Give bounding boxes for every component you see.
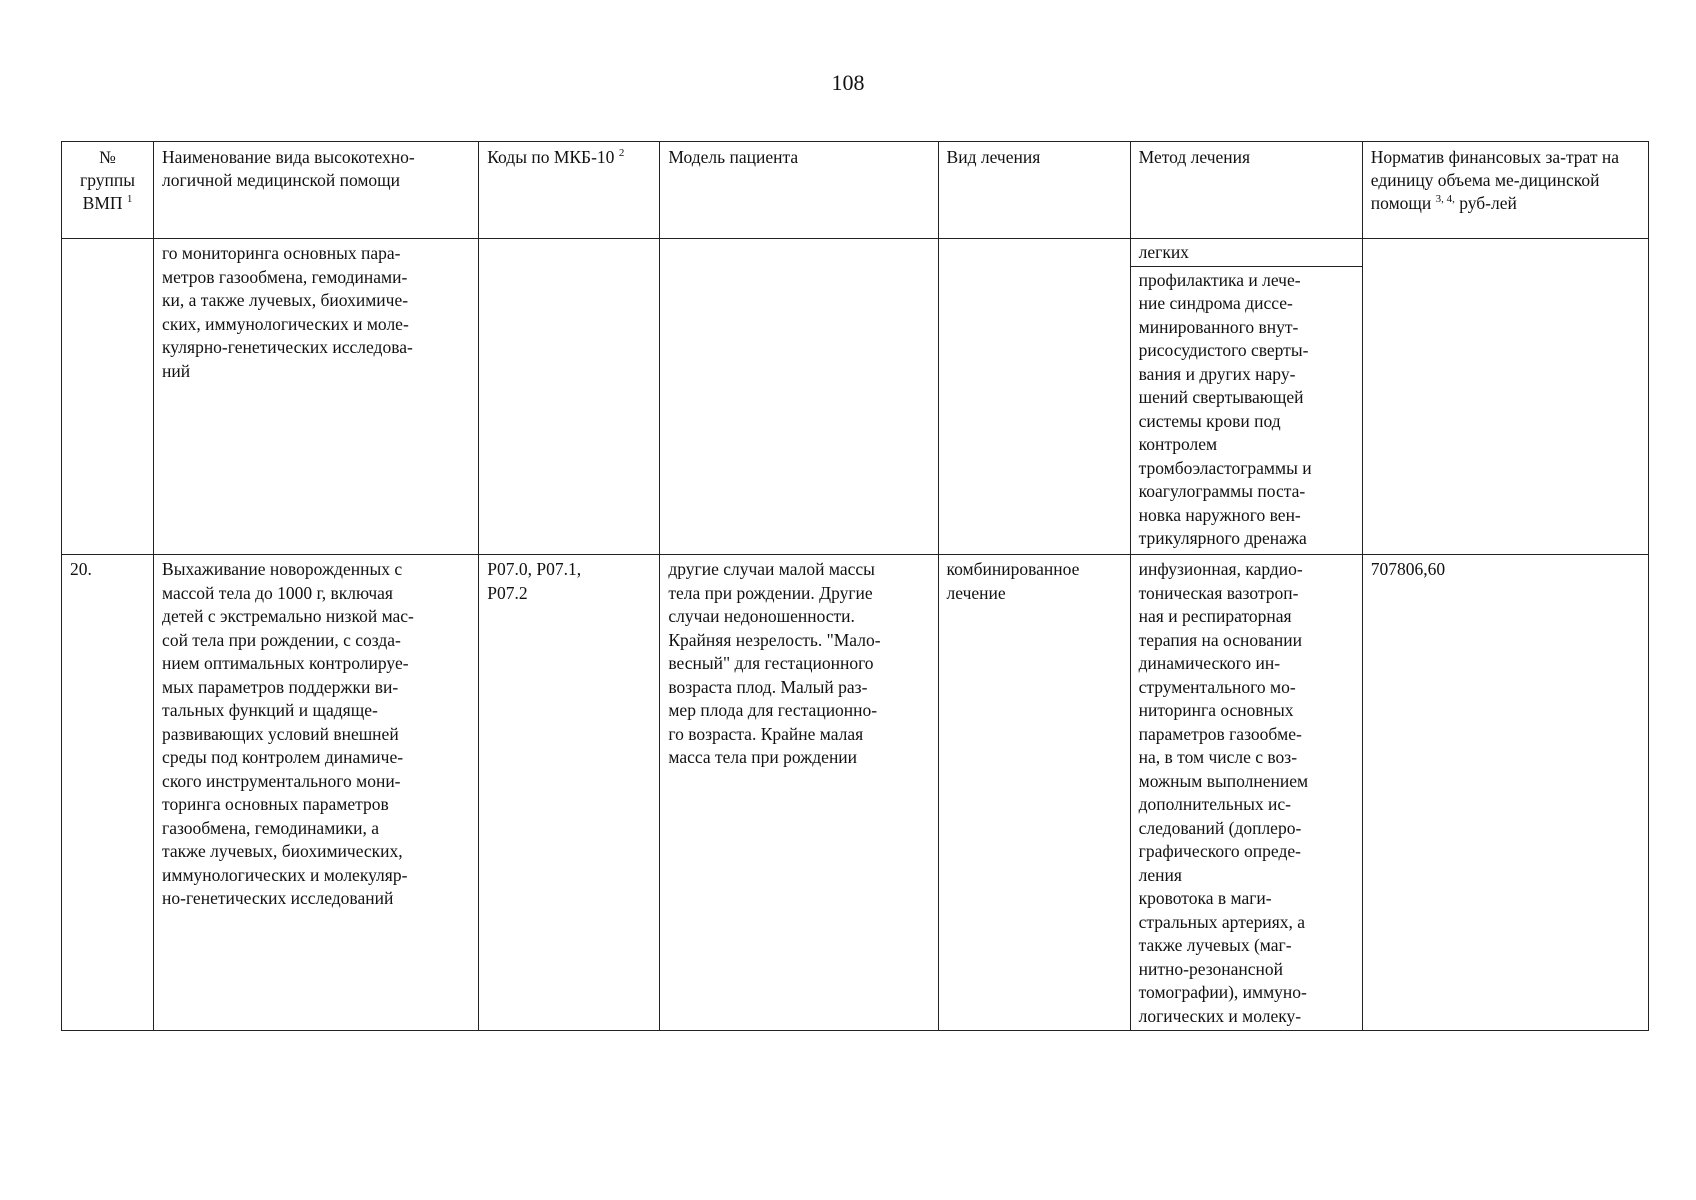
footnote-1: 1 [126,193,133,206]
header-care-type-name: Наименование вида высокотехно-логичной медицинской помощи [154,142,479,239]
cell-treatment-method [1130,239,1362,555]
cell-patient-model: другие случаи малой массы тела при рождении. Другие случаи недоношенности. Крайняя незрелость. "Мало- весный" для гестационного возраста плод. Малый раз- мер плода для гестационно- го возраста. Крайне малая масса тела при рождении [660,555,938,1031]
table-row [62,239,1649,555]
page-number: 108 [831,70,865,95]
cell-financial-norm [1362,239,1648,555]
table-row [62,555,1649,1031]
cell-financial-norm: 707806,60 [1362,555,1648,1031]
cell-icd-codes: P07.0, P07.1, P07.2 [479,555,660,1031]
header-patient-model: Модель пациента [660,142,938,239]
cell-icd-codes [479,239,660,555]
header-treatment-type: Вид лечения [938,142,1130,239]
header-treatment-method: Метод лечения [1130,142,1362,239]
cell-treatment-type: комбинированное лечение [938,555,1130,1031]
method-part-lungs: легких [1131,239,1362,267]
header-financial-norm-label: Норматив финансовых за-трат на единицу объема ме-дицинской помощи [1370,147,1620,213]
cell-treatment-method: инфузионная, кардио- тоническая вазотроп- ная и респираторная терапия на основании динамического ин- струментального мо- ниторинга основных параметров газообме- на, в том числе с воз- можным выполнением дополнительных ис- следований (доплеро- графического опреде- ления кровотока в маги- стральных артериях, а также лучевых (маг- нитно-резонансной томографии), иммуно- логических и молеку- [1130,555,1362,1031]
cell-treatment-type [938,239,1130,555]
cell-group-number: 20. [62,555,154,1031]
cell-group-number [62,239,154,555]
footnote-3-4: 3, 4, [1435,193,1455,206]
header-financial-norm-tail: руб-лей [1454,193,1517,213]
cell-patient-model [660,239,938,555]
cell-care-type-name: Выхаживание новорожденных с массой тела до 1000 г, включая детей с экстремально низкой мас- сой тела при рождении, с созда- нием оптимальных контролируе- мых параметров поддержки ви- тальных функций и щадяще- развивающих условий внешней среды под контролем динамиче- ского инструментального мони- торинга основных параметров газообмена, гемодинамики, а также лучевых, биохимических, иммунологических и молекуляр- но-генетических исследований [154,555,479,1031]
header-group-number [62,142,154,239]
header-group-number-label: № группы ВМП [80,147,135,213]
header-icd-codes-label: Коды по МКБ-10 [487,147,615,167]
header-financial-norm [1362,142,1648,239]
footnote-2: 2 [618,147,625,160]
header-icd-codes [479,142,660,239]
method-part-dic-prevention: профилактика и лече- ние синдрома диссе- минированного внут- рисосудистого сверты- вания и других нару- шений свертывающей системы крови под контролем тромбоэластограммы и коагулограммы поста- новка наружного вен- трикулярного дренажа [1138,269,1312,548]
cell-care-type-name: го мониторинга основных пара- метров газообмена, гемодинами- ки, а также лучевых, биохимиче- ских, иммунологических и моле- кулярно-генетических исследова- ний [154,239,479,555]
table-header-row [62,142,1649,239]
vmp-table [61,141,1649,1031]
